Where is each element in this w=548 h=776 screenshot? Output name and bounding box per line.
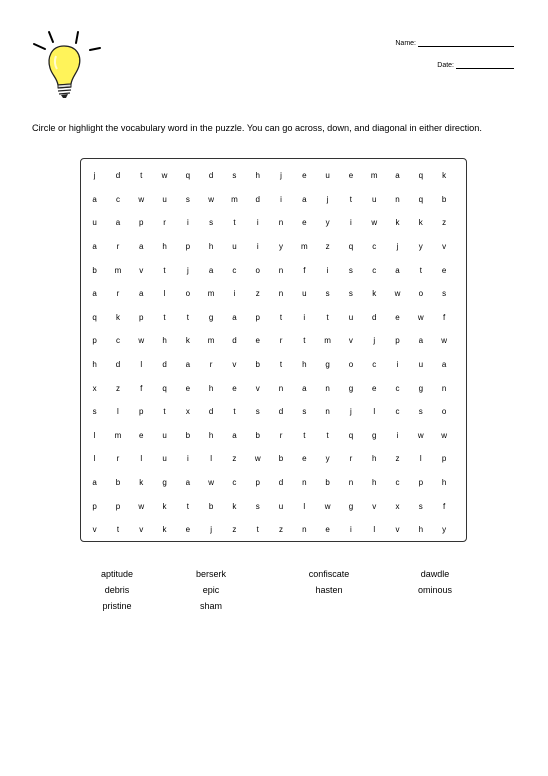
grid-row (81, 306, 466, 330)
grid-letter[interactable]: n (278, 289, 284, 299)
grid-letter[interactable]: u (162, 430, 167, 440)
grid-letter[interactable]: p (115, 501, 121, 511)
grid-letter[interactable]: r (116, 454, 120, 464)
grid-letter[interactable]: n (441, 383, 447, 393)
grid-letter[interactable]: a (185, 360, 191, 370)
grid-letter[interactable]: v (139, 525, 144, 535)
grid-letter[interactable]: z (325, 242, 330, 252)
grid-row (81, 329, 466, 353)
grid-letter[interactable]: d (278, 407, 284, 417)
grid-letter[interactable]: l (140, 360, 143, 370)
grid-letter[interactable]: t (163, 407, 166, 417)
grid-letter[interactable]: p (418, 478, 424, 488)
grid-letter[interactable]: n (278, 383, 284, 393)
grid-row (81, 471, 466, 495)
grid-letter[interactable]: s (418, 501, 423, 511)
grid-letter[interactable]: t (186, 501, 189, 511)
grid-letter[interactable]: e (232, 383, 237, 393)
grid-letter[interactable]: c (395, 407, 400, 417)
grid-letter[interactable]: l (140, 454, 143, 464)
grid-letter[interactable]: e (302, 454, 307, 464)
grid-letter[interactable]: s (255, 501, 260, 511)
grid-letter[interactable]: l (210, 454, 213, 464)
grid-letter[interactable]: w (417, 312, 424, 322)
grid-letter[interactable]: n (278, 218, 284, 228)
grid-letter[interactable]: s (348, 265, 353, 275)
grid-letter[interactable]: d (255, 194, 260, 204)
grid-letter[interactable]: g (348, 501, 354, 511)
grid-letter[interactable]: k (185, 336, 190, 346)
grid-letter[interactable]: d (115, 360, 121, 370)
grid-letter[interactable]: c (372, 265, 377, 275)
grid-letter[interactable]: g (162, 478, 167, 488)
grid-letter[interactable]: u (278, 501, 284, 511)
grid-letter[interactable]: a (441, 360, 447, 370)
grid-letter[interactable]: d (371, 312, 377, 322)
vocabulary-word: dawdle (420, 569, 450, 579)
grid-letter[interactable]: a (139, 242, 144, 252)
grid-letter[interactable]: l (303, 501, 306, 511)
grid-letter[interactable]: t (326, 312, 329, 322)
grid-letter[interactable]: k (232, 501, 237, 511)
grid-letter[interactable]: w (441, 430, 447, 440)
grid-letter[interactable]: n (325, 383, 330, 393)
grid-letter[interactable]: t (256, 525, 259, 535)
vocabulary-word: ominous (417, 585, 453, 595)
vocabulary-word: debris (104, 585, 130, 595)
grid-letter[interactable]: p (395, 336, 400, 346)
grid-letter[interactable]: z (232, 454, 237, 464)
grid-letter[interactable]: q (418, 171, 424, 181)
grid-letter[interactable]: h (302, 360, 307, 370)
grid-letter[interactable]: c (372, 242, 377, 252)
instructions-text: Circle or highlight the vocabulary word in the puzzle. You can go across, down, and diagonal in either direction. (32, 123, 482, 133)
grid-letter[interactable]: q (348, 242, 354, 252)
grid-letter[interactable]: h (418, 525, 424, 535)
vocabulary-word: hasten (315, 585, 343, 595)
grid-letter[interactable]: p (92, 501, 97, 511)
grid-letter[interactable]: z (279, 525, 284, 535)
grid-letter[interactable]: a (395, 265, 400, 275)
grid-letter[interactable]: b (185, 430, 191, 440)
grid-letter[interactable]: p (185, 242, 191, 252)
grid-letter[interactable]: m (207, 336, 215, 346)
grid-letter[interactable]: x (185, 407, 190, 417)
grid-letter[interactable]: v (372, 501, 377, 511)
grid-letter[interactable]: a (395, 171, 400, 181)
grid-letter[interactable]: i (303, 312, 306, 322)
grid-letter[interactable]: a (208, 265, 214, 275)
grid-letter[interactable]: r (116, 242, 120, 252)
grid-letter[interactable]: c (232, 265, 237, 275)
vocabulary-word: aptitude (100, 569, 134, 579)
grid-letter[interactable]: w (394, 289, 401, 299)
grid-letter[interactable]: l (93, 454, 96, 464)
grid-letter[interactable]: g (325, 360, 330, 370)
grid-letter[interactable]: b (255, 430, 260, 440)
grid-letter[interactable]: g (371, 430, 377, 440)
grid-letter[interactable]: i (256, 218, 259, 228)
grid-letter[interactable]: a (232, 430, 237, 440)
grid-letter[interactable]: q (185, 171, 191, 181)
grid-letter[interactable]: l (419, 454, 422, 464)
grid-letter[interactable]: w (371, 218, 378, 228)
grid-letter[interactable]: t (116, 525, 120, 535)
grid-letter[interactable]: v (255, 383, 260, 393)
name-label: Name: (395, 40, 416, 47)
grid-letter[interactable]: i (350, 218, 352, 228)
date-blank-line[interactable] (456, 60, 514, 69)
grid-letter[interactable]: a (185, 478, 191, 488)
grid-letter[interactable]: c (115, 336, 120, 346)
grid-letter[interactable]: o (255, 265, 260, 275)
grid-row (81, 518, 466, 542)
grid-letter[interactable]: b (278, 454, 284, 464)
grid-letter[interactable]: j (186, 265, 189, 275)
vocabulary-word: sham (199, 601, 222, 611)
grid-letter[interactable]: j (280, 171, 282, 181)
grid-letter[interactable]: z (442, 218, 447, 228)
grid-letter[interactable]: j (350, 407, 352, 417)
grid-letter[interactable]: k (162, 525, 167, 535)
grid-letter[interactable]: v (92, 525, 97, 535)
grid-letter[interactable]: l (117, 407, 119, 417)
grid-letter[interactable]: p (139, 218, 144, 228)
grid-letter[interactable]: e (139, 430, 144, 440)
grid-letter[interactable]: d (278, 478, 284, 488)
grid-letter[interactable]: b (208, 501, 214, 511)
grid-letter[interactable]: h (441, 478, 447, 488)
grid-letter[interactable]: s (255, 407, 260, 417)
grid-letter[interactable]: n (302, 525, 307, 535)
grid-letter[interactable]: u (302, 289, 307, 299)
grid-letter[interactable]: s (232, 171, 237, 181)
grid-letter[interactable]: j (210, 525, 213, 535)
grid-letter[interactable]: d (232, 336, 237, 346)
grid-letter[interactable]: s (209, 218, 214, 228)
grid-letter[interactable]: h (208, 242, 214, 252)
grid-letter[interactable]: g (418, 383, 424, 393)
grid-letter[interactable]: v (232, 360, 237, 370)
grid-letter[interactable]: e (325, 525, 330, 535)
grid-letter[interactable]: e (371, 383, 377, 393)
grid-letter[interactable]: j (373, 336, 376, 346)
grid-letter[interactable]: w (138, 194, 145, 204)
grid-letter[interactable]: i (326, 265, 329, 275)
grid-letter[interactable]: q (418, 194, 424, 204)
grid-row (81, 400, 466, 424)
grid-letter[interactable]: o (348, 360, 354, 370)
grid-letter[interactable]: t (163, 265, 166, 275)
grid-letter[interactable]: v (139, 265, 144, 275)
grid-letter[interactable]: k (418, 218, 423, 228)
grid-letter[interactable]: r (163, 218, 166, 228)
grid-letter[interactable]: r (279, 430, 283, 440)
grid-letter[interactable]: n (348, 478, 354, 488)
grid-letter[interactable]: o (185, 289, 191, 299)
grid-letter[interactable]: p (441, 454, 447, 464)
grid-letter[interactable]: p (255, 478, 260, 488)
grid-letter[interactable]: a (418, 336, 424, 346)
grid-letter[interactable]: w (324, 501, 331, 511)
grid-letter[interactable]: f (303, 265, 306, 275)
grid-letter[interactable]: a (139, 289, 144, 299)
grid-letter[interactable]: u (325, 171, 330, 181)
grid-letter[interactable]: i (233, 289, 236, 299)
grid-letter[interactable]: a (232, 312, 237, 322)
grid-letter[interactable]: k (162, 501, 167, 511)
grid-letter[interactable]: s (348, 289, 353, 299)
grid-letter[interactable]: b (325, 478, 330, 488)
grid-letter[interactable]: u (371, 194, 377, 204)
grid-letter[interactable]: v (348, 336, 353, 346)
grid-letter[interactable]: e (255, 336, 260, 346)
grid-letter[interactable]: a (302, 383, 307, 393)
grid-letter[interactable]: f (442, 501, 446, 511)
grid-letter[interactable]: e (185, 383, 191, 393)
grid-letter[interactable]: m (114, 265, 122, 275)
grid-letter[interactable]: n (278, 265, 284, 275)
grid-letter[interactable]: z (232, 525, 237, 535)
grid-row (81, 494, 466, 518)
grid-letter[interactable]: c (395, 383, 400, 393)
grid-letter[interactable]: b (92, 265, 97, 275)
grid-letter[interactable]: f (442, 312, 446, 322)
grid-letter[interactable]: b (255, 360, 260, 370)
grid-letter[interactable]: i (186, 218, 189, 228)
grid-letter[interactable]: t (233, 407, 236, 417)
grid-letter[interactable]: a (92, 478, 97, 488)
grid-letter[interactable]: u (232, 242, 237, 252)
grid-letter[interactable]: i (280, 194, 282, 204)
grid-letter[interactable]: a (115, 218, 121, 228)
grid-row (81, 164, 466, 188)
grid-letter[interactable]: w (441, 336, 447, 346)
grid-letter[interactable]: t (419, 265, 422, 275)
grid-letter[interactable]: m (231, 194, 238, 204)
grid-letter[interactable]: k (115, 312, 120, 322)
lightbulb-icon (28, 28, 108, 104)
grid-letter[interactable]: s (92, 407, 97, 417)
vocabulary-word-list (70, 567, 470, 613)
grid-letter[interactable]: p (255, 312, 260, 322)
grid-letter[interactable]: l (373, 525, 376, 535)
grid-letter[interactable]: x (92, 383, 97, 393)
grid-letter[interactable]: v (442, 242, 447, 252)
grid-letter[interactable]: z (115, 383, 120, 393)
grid-letter[interactable]: v (395, 525, 400, 535)
grid-letter[interactable]: e (395, 312, 400, 322)
grid-letter[interactable]: m (324, 336, 331, 346)
grid-letter[interactable]: h (255, 171, 260, 181)
grid-letter[interactable]: s (442, 289, 447, 299)
grid-letter[interactable]: t (279, 312, 283, 322)
grid-letter[interactable]: y (442, 525, 447, 535)
grid-letter[interactable]: e (441, 265, 447, 275)
grid-letter[interactable]: q (92, 312, 97, 322)
grid-letter[interactable]: c (115, 194, 120, 204)
grid-letter[interactable]: s (325, 289, 330, 299)
grid-letter[interactable]: q (348, 430, 354, 440)
grid-letter[interactable]: r (349, 454, 353, 464)
grid-letter[interactable]: t (326, 430, 329, 440)
grid-letter[interactable]: g (208, 312, 214, 322)
grid-letter[interactable]: m (300, 242, 308, 252)
grid-letter[interactable]: s (418, 407, 423, 417)
grid-letter[interactable]: w (138, 336, 145, 346)
grid-letter[interactable]: s (302, 407, 307, 417)
grid-letter[interactable]: n (325, 407, 330, 417)
grid-letter[interactable]: j (396, 242, 399, 252)
grid-letter[interactable]: p (139, 312, 144, 322)
grid-letter[interactable]: h (208, 430, 214, 440)
grid-letter[interactable]: c (372, 360, 377, 370)
grid-letter[interactable]: w (208, 194, 215, 204)
grid-letter[interactable]: e (302, 218, 307, 228)
grid-letter[interactable]: y (325, 454, 330, 464)
grid-letter[interactable]: n (302, 478, 307, 488)
grid-letter[interactable]: h (92, 360, 97, 370)
grid-letter[interactable]: x (395, 501, 400, 511)
vocabulary-word: berserk (195, 569, 226, 579)
word-search-puzzle (80, 158, 467, 542)
grid-letter[interactable]: i (186, 454, 189, 464)
grid-letter[interactable]: r (279, 336, 283, 346)
grid-letter[interactable]: u (162, 454, 167, 464)
grid-letter[interactable]: a (302, 194, 307, 204)
grid-letter[interactable]: y (418, 242, 423, 252)
grid-row (81, 211, 466, 235)
grid-letter[interactable]: m (114, 430, 122, 440)
grid-letter[interactable]: p (139, 407, 144, 417)
grid-letter[interactable]: t (163, 312, 166, 322)
grid-letter[interactable]: n (395, 194, 400, 204)
grid-letter[interactable]: d (115, 171, 121, 181)
grid-row (81, 424, 466, 448)
grid-letter[interactable]: h (208, 383, 214, 393)
grid-letter[interactable]: r (116, 289, 120, 299)
grid-letter[interactable]: u (162, 194, 167, 204)
grid-letter[interactable]: h (162, 242, 167, 252)
grid-letter[interactable]: k (372, 289, 377, 299)
grid-row (81, 353, 466, 377)
grid-letter[interactable]: e (348, 171, 354, 181)
grid-letter[interactable]: o (441, 407, 447, 417)
grid-letter[interactable]: b (441, 194, 447, 204)
grid-letter[interactable]: t (349, 194, 353, 204)
grid-letter[interactable]: w (161, 171, 168, 181)
grid-letter[interactable]: e (185, 525, 191, 535)
grid-letter[interactable]: d (208, 171, 214, 181)
vocabulary-word: pristine (102, 601, 132, 611)
grid-letter[interactable]: a (92, 289, 97, 299)
grid-letter[interactable]: g (348, 383, 354, 393)
grid-letter[interactable]: w (417, 430, 424, 440)
grid-letter[interactable]: i (396, 430, 399, 440)
name-blank-line[interactable] (418, 38, 514, 47)
grid-row (81, 376, 466, 400)
grid-letter[interactable]: p (92, 336, 97, 346)
grid-letter[interactable]: c (395, 478, 400, 488)
grid-row (81, 282, 466, 306)
grid-letter[interactable]: m (207, 289, 215, 299)
grid-letter[interactable]: i (256, 242, 259, 252)
letter-grid (81, 164, 466, 542)
grid-letter[interactable]: z (255, 289, 260, 299)
grid-letter[interactable]: t (233, 218, 236, 228)
grid-letter[interactable]: h (162, 336, 167, 346)
grid-letter[interactable]: o (418, 289, 424, 299)
grid-letter[interactable]: d (162, 360, 167, 370)
grid-letter[interactable]: c (232, 478, 237, 488)
grid-letter[interactable]: w (208, 478, 215, 488)
grid-letter[interactable]: y (279, 242, 284, 252)
grid-letter[interactable]: m (370, 171, 378, 181)
grid-letter[interactable]: f (140, 383, 143, 393)
grid-letter[interactable]: j (326, 194, 329, 204)
grid-letter[interactable]: t (303, 336, 306, 346)
grid-letter[interactable]: b (115, 478, 121, 488)
name-field[interactable] (395, 38, 514, 47)
grid-letter[interactable]: s (185, 194, 190, 204)
grid-letter[interactable]: u (348, 312, 354, 322)
grid-letter[interactable]: t (303, 430, 306, 440)
grid-letter[interactable]: l (373, 407, 376, 417)
vocabulary-word: confiscate (308, 569, 350, 579)
grid-letter[interactable]: u (418, 360, 424, 370)
grid-row (81, 447, 466, 471)
grid-letter[interactable]: h (371, 454, 377, 464)
grid-letter[interactable]: h (371, 478, 377, 488)
grid-letter[interactable]: a (92, 194, 97, 204)
grid-letter[interactable]: t (186, 312, 189, 322)
grid-letter[interactable]: t (279, 360, 283, 370)
grid-letter[interactable]: w (138, 501, 145, 511)
grid-letter[interactable]: e (302, 171, 307, 181)
grid-row (81, 235, 466, 259)
grid-letter[interactable]: w (254, 454, 261, 464)
date-field[interactable] (437, 60, 514, 69)
grid-letter[interactable]: y (325, 218, 330, 228)
grid-letter[interactable]: i (396, 360, 399, 370)
grid-letter[interactable]: j (93, 171, 96, 181)
grid-letter[interactable]: d (208, 407, 214, 417)
grid-letter[interactable]: k (442, 171, 447, 181)
grid-letter[interactable]: l (163, 289, 166, 299)
grid-row (81, 188, 466, 212)
grid-letter[interactable]: i (350, 525, 352, 535)
grid-letter[interactable]: l (93, 430, 96, 440)
date-label: Date: (437, 62, 454, 69)
vocabulary-word: epic (202, 585, 220, 595)
grid-letter[interactable]: u (92, 218, 97, 228)
grid-letter[interactable]: t (140, 171, 143, 181)
grid-letter[interactable]: k (139, 478, 144, 488)
grid-letter[interactable]: a (92, 242, 97, 252)
grid-row (81, 258, 466, 282)
grid-letter[interactable]: z (395, 454, 400, 464)
grid-letter[interactable]: r (209, 360, 213, 370)
grid-letter[interactable]: q (162, 383, 167, 393)
grid-letter[interactable]: k (395, 218, 400, 228)
